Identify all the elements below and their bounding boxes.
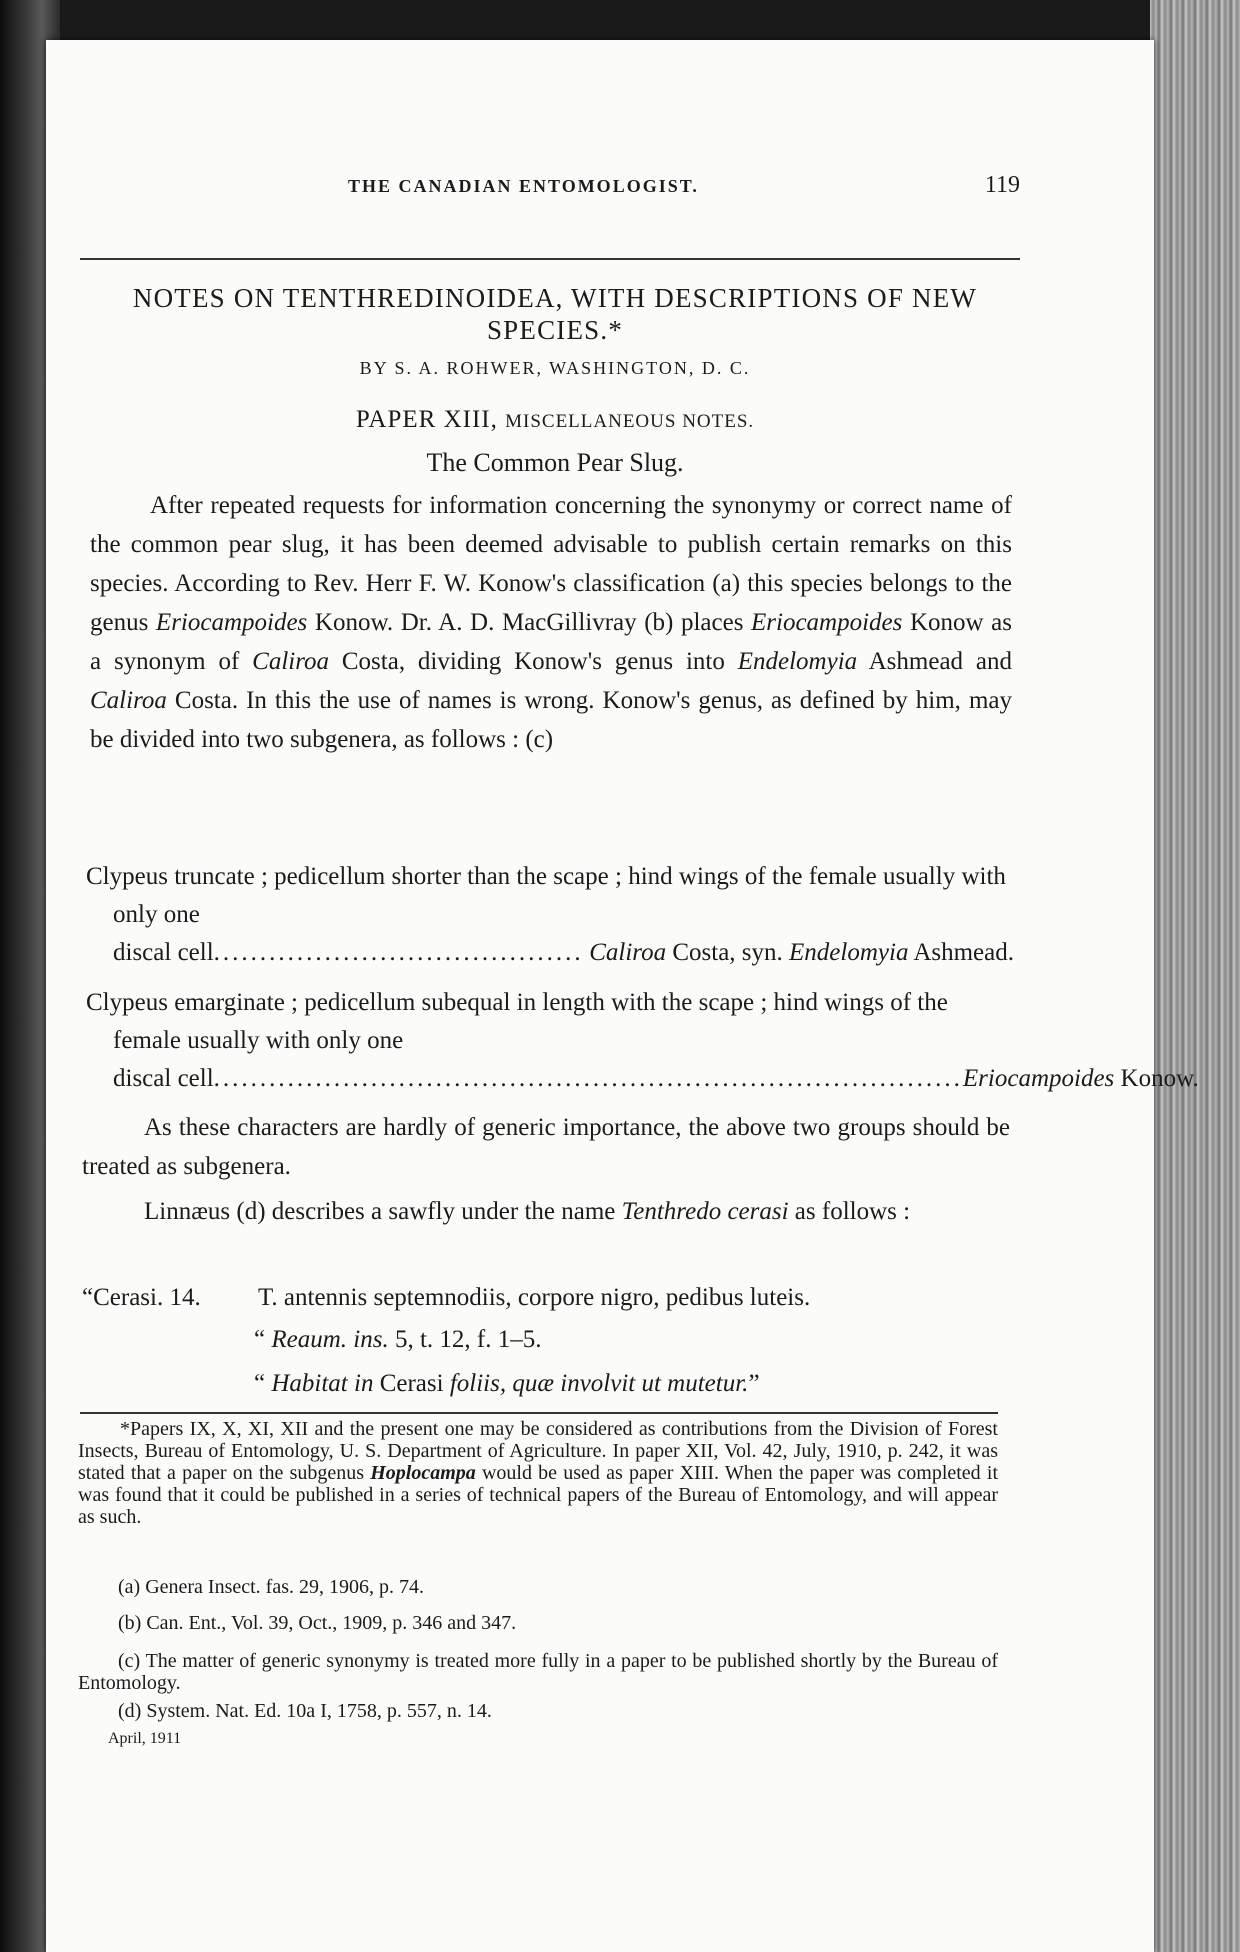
quotation-lead: “Cerasi. 14.: [82, 1284, 201, 1311]
key-couplet-result: discal cell ........................................ Caliroa Costa, syn. Endelomyia Ashmead.: [86, 934, 1014, 972]
quotation-line-1: “Cerasi. 14. T. antennis septemnodiis, corpore nigro, pedibus luteis.: [82, 1284, 811, 1311]
genus-name: Caliroa: [252, 648, 330, 675]
key-couplet-1: [86, 858, 1014, 972]
article-title: NOTES ON TENTHREDINOIDEA, WITH DESCRIPTIONS OF NEW SPECIES.*: [132, 283, 978, 345]
key-couplet-result: discal cell ................................................................................. Eriocampoides Konow.: [86, 1060, 1014, 1098]
key-couplet-text: Clypeus emarginate ; pedicellum subequal in length with the scape ; hind wings of the female usually with only one: [86, 989, 948, 1054]
footnote-d: (d) System. Nat. Ed. 10a I, 1758, p. 557, n. 14.: [118, 1700, 492, 1722]
paper-number: PAPER XIII,: [355, 406, 506, 433]
genus-name: Endelomyia: [737, 648, 858, 675]
quotation-line-3: “ Habitat in Cerasi foliis, quæ involvit ut mutetur.”: [254, 1370, 760, 1397]
key-couplet-2: [86, 984, 1199, 1098]
page-number: 119: [984, 172, 1020, 198]
footnote-b: (b) Can. Ent., Vol. 39, Oct., 1909, p. 346 and 347.: [118, 1612, 517, 1634]
key-couplet-text: Clypeus truncate ; pedicellum shorter than the scape ; hind wings of the female usually with only one: [86, 863, 1006, 928]
issue-date: April, 1911: [108, 1730, 182, 1747]
footnote-star: *Papers IX, X, XI, XII and the present one may be considered as contributions from the Division of Forest Insects, Bureau of Entomology, U. S. Department of Agriculture. In paper XII, Vol. 42, July, 1910, p. 242, it was stated that a paper on the subgenus Hoplocampa would be used as paper XIII. When the paper was completed it was found that it could be published in a series of technical papers of the Bureau of Entomology, and will appear as such.: [78, 1418, 999, 1528]
paragraph-1: After repeated requests for information concerning the synonymy or correct name of the common pear slug, it has been deemed advisable to publish certain remarks on this species. According to Rev. Herr F. W. Konow's classification (a) this species belongs to the genus Eriocampoides Konow. Dr. A. D. MacGillivray (b) places Eriocampoides Konow as a synonym of Caliroa Costa, dividing Konow's genus into Endelomyia Ashmead and Caliroa Costa. In this the use of names is wrong. Konow's genus, as defined by him, may be divided into two subgenera, as follows : (c): [90, 492, 1013, 753]
species-name: Tenthredo cerasi: [621, 1198, 789, 1225]
paragraph-2: As these characters are hardly of generic importance, the above two groups should be treated as subgenera.: [82, 1114, 1010, 1180]
quotation-line-2: “ Reaum. ins. 5, t. 12, f. 1–5.: [254, 1326, 542, 1353]
paper-heading: [90, 406, 1020, 434]
page-stack-edge-right: [1150, 0, 1240, 1952]
footnote-c: (c) The matter of generic synonymy is treated more fully in a paper to be published shortly by the Bureau of Entomology.: [78, 1650, 998, 1694]
genus-name: Eriocampoides: [751, 609, 903, 636]
leader-dots: ........................................: [213, 939, 584, 966]
section-subheading: The Common Pear Slug.: [426, 448, 684, 477]
genus-name: Eriocampoides: [155, 609, 308, 636]
running-head: [80, 172, 1020, 216]
paragraph-3: Linnæus (d) describes a sawfly under the name Tenthredo cerasi as follows :: [144, 1198, 911, 1225]
footnote-a: (a) Genera Insect. fas. 29, 1906, p. 74.: [118, 1576, 425, 1598]
footnote-rule: [80, 1412, 998, 1414]
genus-name: Caliroa: [90, 687, 167, 714]
header-rule: [80, 258, 1020, 260]
leader-dots: .................................................................................: [213, 1065, 963, 1092]
author-byline: BY S. A. ROHWER, WASHINGTON, D. C.: [359, 358, 751, 378]
paper-label: MISCELLANEOUS NOTES.: [505, 411, 755, 432]
journal-title: THE CANADIAN ENTOMOLOGIST.: [348, 176, 699, 196]
